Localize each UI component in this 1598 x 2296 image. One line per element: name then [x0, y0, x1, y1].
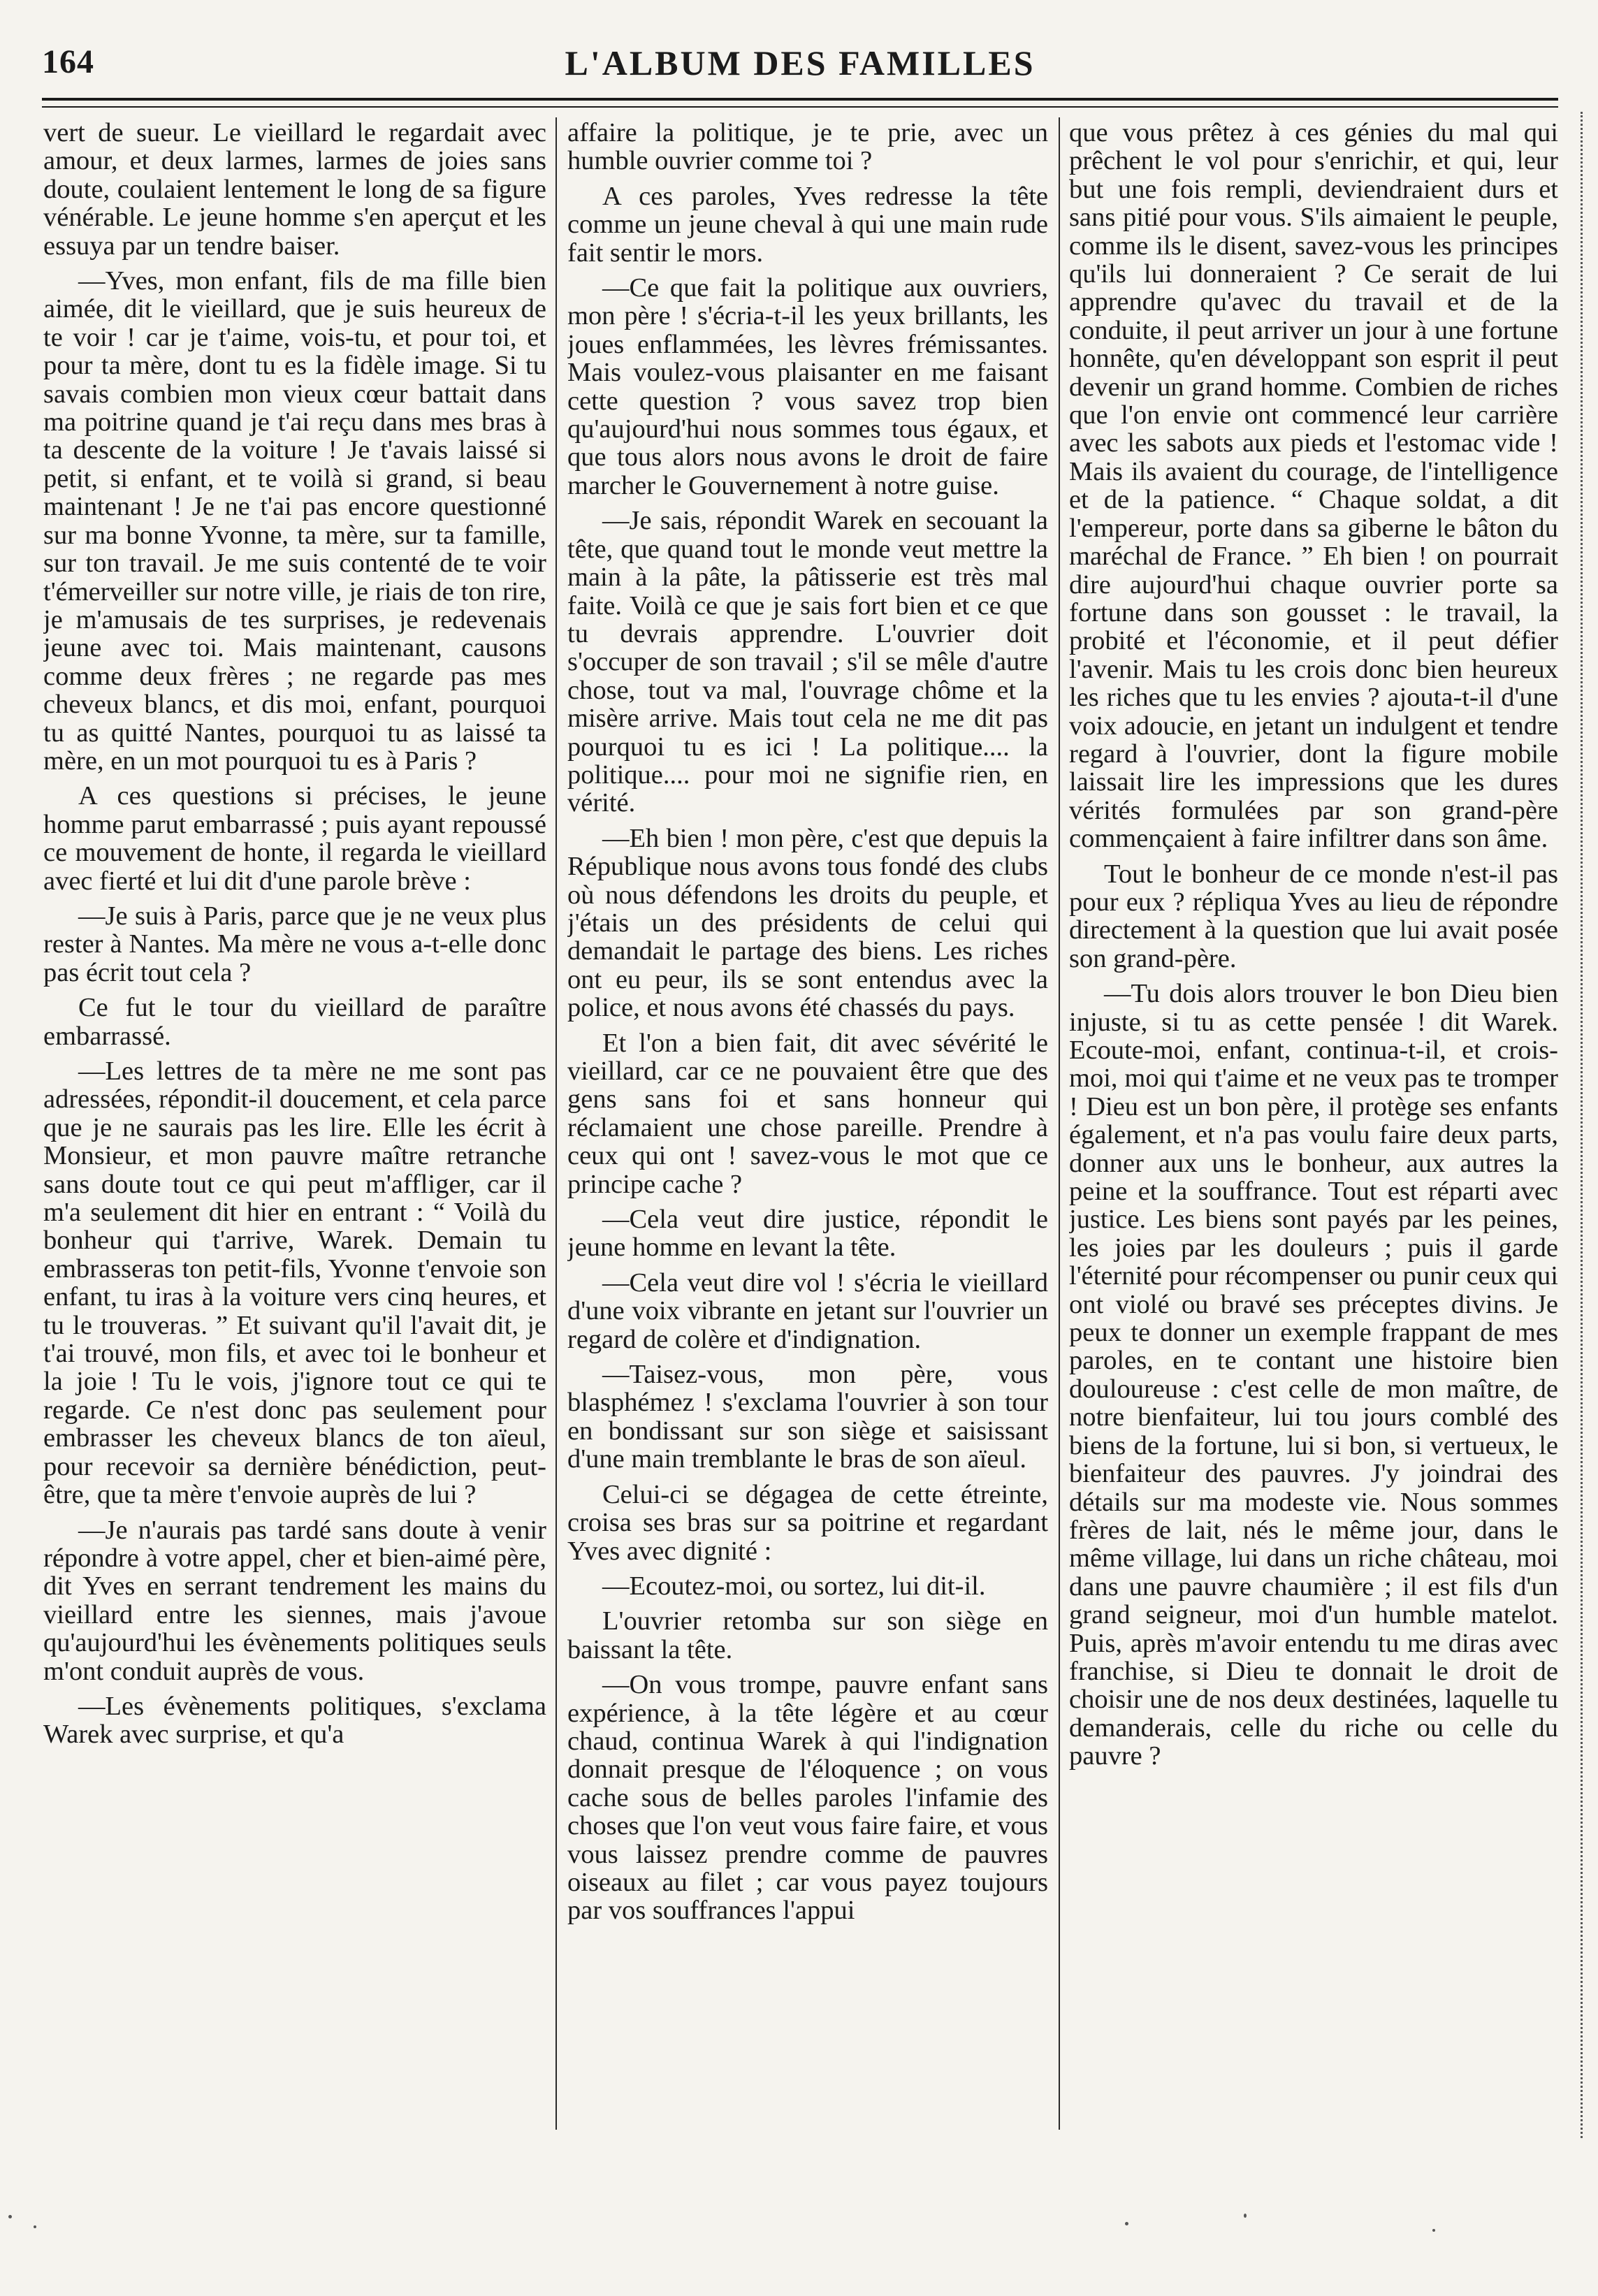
- page-number: 164: [42, 43, 94, 80]
- text-column-3: [1069, 119, 1558, 2215]
- paragraph: Ce fut le tour du vieillard de paraître embarrassé.: [43, 993, 546, 1051]
- column-divider: [555, 117, 557, 2130]
- scan-speck: [1125, 2222, 1128, 2225]
- paragraph: —Tu dois alors trouver le bon Dieu bien injuste, si tu as cette pensée ! dit Warek. Ecoute-moi, enfant, continua-t-il, et crois-moi, moi qui t'aime et ne veux pas te tromper ! Dieu est un bon père, il protège ses enfants également, et n'a pas voulu faire deux parts, donner aux uns le bonheur, aux autres la peine et la souffrance. Tout est réparti avec justice. Les biens sont payés par les peines, les joies par les douleurs ; puis il garde l'éternité pour récompenser ou punir ceux qui ont violé ou bravé ses préceptes divins. Je peux te donner un exemple frappant de mes paroles, en te contant une histoire bien douloureuse : c'est celle de mon maître, de notre bienfaiteur, lui tou jours comblé des biens de la fortune, lui si bon, si vertueux, le bienfaiteur des pauvres. J'y joindrai des détails sur ma modeste vie. Nous sommes frères de lait, nés le même jour, dans le même village, lui dans un riche château, moi dans une pauvre chaumière ; il est fils d'un grand seigneur, moi d'un humble matelot. Puis, après m'avoir entendu tu me diras avec franchise, si Dieu te donnait le droit de choisir une de nos deux destinées, laquelle tu demanderais, celle du riche ou celle du pauvre ?: [1069, 979, 1558, 1771]
- paragraph: —Yves, mon enfant, fils de ma fille bien aimée, dit le vieillard, que je suis heureux de te voir ! car je t'aime, vois-tu, et pour toi, et pour ta mère, dont tu es la fidèle image. Si tu savais combien mon vieux cœur battait dans ma poitrine quand je t'ai reçu dans mes bras à ta descente de la voiture ! Je t'avais laissé si petit, si enfant, et te voilà si grand, si beau maintenant ! Je ne t'ai pas encore questionné sur ma bonne Yvonne, ta mère, sur ta famille, sur ton travail. Je me suis contenté de te voir t'émerveiller sur notre ville, je riais de ton rire, je m'amusais de tes surprises, je redevenais jeune avec toi. Mais maintenant, causons comme deux frères ; ne regarde pas mes cheveux blancs, et dis moi, enfant, pourquoi tu as quitté Nantes, pourquoi tu as laissé ta mère, en un mot pourquoi tu es à Paris ?: [43, 266, 546, 776]
- paragraph: A ces paroles, Yves redresse la tête comme un jeune cheval à qui une main rude fait sentir le mors.: [567, 181, 1048, 268]
- paragraph: —Je sais, répondit Warek en secouant la tête, que quand tout le monde veut mettre la main à la pâte, la pâtisserie est très mal faite. Voilà ce que je sais fort bien et ce que tu devrais apprendre. L'ouvrier doit s'occuper de son travail ; s'il se mêle d'autre chose, tout va mal, l'ouvrage chôme et la misère arrive. Mais tout cela ne me dit pas pourquoi tu es ici ! La politique.... la politique.... pour moi ne signifie rien, en vérité.: [567, 506, 1048, 818]
- paragraph: —Taisez-vous, mon père, vous blasphémez ! s'exclama l'ouvrier à son tour en bondissant sur son siège et saisissant d'une main tremblante le bras de son aïeul.: [567, 1360, 1048, 1474]
- page-header: [42, 38, 1558, 93]
- paragraph: —Eh bien ! mon père, c'est que depuis la République nous avons tous fondé des clubs où nous défendons les droits du peuple, et j'étais un des présidents de celui qui demandait le partage des biens. Les riches ont eu peur, ils se sont entendus avec la police, et nous avons été chassés du pays.: [567, 823, 1048, 1023]
- scan-speck: [8, 2215, 12, 2218]
- paragraph: —Ecoutez-moi, ou sortez, lui dit-il.: [602, 1571, 986, 1601]
- paragraph: Tout le bonheur de ce monde n'est-il pas pour eux ? répliqua Yves au lieu de répondre directement à la question que lui avait posée son grand-père.: [1069, 859, 1558, 973]
- paragraph: affaire la politique, je te prie, avec un humble ouvrier comme toi ?: [567, 119, 1048, 176]
- column-divider: [1059, 117, 1060, 2130]
- paragraph: —Ce que fait la politique aux ouvriers, mon père ! s'écria-t-il les yeux brillants, les joues enflammées, les lèvres frémissantes. Mais voulez-vous plaisanter en me faisant cette question ? vous savez trop bien qu'aujourd'hui nous sommes tous égaux, et que tous alors nous avons le droit de faire marcher le Gouvernement à notre guise.: [567, 273, 1048, 500]
- page-edge-dots: [1581, 112, 1583, 2138]
- scan-speck: [1432, 2229, 1435, 2232]
- running-title: L'ALBUM DES FAMILLES: [565, 43, 1036, 82]
- paragraph: L'ouvrier retomba sur son siège en baissant la tête.: [567, 1606, 1048, 1664]
- paragraph: —On vous trompe, pauvre enfant sans expérience, à la tête légère et au cœur chaud, continua Warek à qui l'indignation donnait presque de l'éloquence ; on vous cache sous de belles paroles l'infamie des choses que l'on veut vous faire faire, et vous vous laissez prendre comme de pauvres oiseaux au filet ; car vous payez toujours par vos souffrances l'appui: [567, 1670, 1048, 1926]
- text-column-2: [567, 119, 1048, 2215]
- paragraph: —Cela veut dire vol ! s'écria le vieillard d'une voix vibrante en jetant sur l'ouvrier un regard de colère et d'indignation.: [567, 1267, 1048, 1354]
- paragraph: —Je suis à Paris, parce que je ne veux plus rester à Nantes. Ma mère ne vous a-t-elle donc pas écrit tout cela ?: [43, 901, 546, 987]
- header-rule: [42, 98, 1558, 101]
- paragraph: —Je n'aurais pas tardé sans doute à venir répondre à votre appel, cher et bien-aimé père, dit Yves en serrant tendrement les mains du vieillard entre les siennes, mais j'avoue qu'aujourd'hui les évènements politiques seuls m'ont conduit auprès de vous.: [43, 1515, 546, 1686]
- text-column-1: [43, 119, 546, 2215]
- paragraph: vert de sueur. Le vieillard le regardait avec amour, et deux larmes, larmes de joies sans doute, coulaient lentement le long de sa figure vénérable. Le jeune homme s'en aperçut et les essuya par un tendre baiser.: [43, 119, 546, 261]
- paragraph: Et l'on a bien fait, dit avec sévérité le vieillard, car ce ne pouvaient être que des gens sans foi et sans honneur qui réclamaient une chose pareille. Prendre à ceux qui ont ! savez-vous le mot que ce principe cache ?: [567, 1028, 1048, 1199]
- paragraph: —Cela veut dire justice, répondit le jeune homme en levant la tête.: [567, 1205, 1048, 1263]
- header-rule-thin: [42, 106, 1558, 108]
- paragraph: —Les lettres de ta mère ne me sont pas adressées, répondit-il doucement, et cela parce que je ne saurais pas les lire. Elle les écrit à Monsieur, et mon pauvre maître retranche sans doute tout ce qui peut m'affliger, car il m'a seulement dit hier en entrant : “ Voilà du bonheur qui t'arrive, Warek. Demain tu embrasseras ton petit-fils, Yvonne t'envoie son enfant, tu iras à la voiture vers cinq heures, et tu le trouveras. ” Et suivant qu'il l'avait dit, je t'ai trouvé, mon fils, et avec toi le bonheur et la joie ! Tu le vois, j'ignore tout ce qui te regarde. Ce n'est donc pas seulement pour embrasser les cheveux blancs de ton aïeul, pour recevoir sa dernière bénédiction, peut-être, que ta mère t'envoie auprès de lui ?: [43, 1056, 546, 1510]
- scan-speck: [1244, 2214, 1247, 2218]
- paragraph: Celui-ci se dégagea de cette étreinte, croisa ses bras sur sa poitrine et regardant Yves avec dignité :: [567, 1479, 1048, 1566]
- paragraph: que vous prêtez à ces génies du mal qui prêchent le vol pour s'enrichir, et qui, leur but une fois rempli, deviendraient durs et sans pitié pour vous. S'ils aimaient le peuple, comme ils le disent, savez-vous les principes qu'ils lui donneraient ? Ce serait de lui apprendre qu'avec du travail et de la conduite, il peut arriver un jour à une fortune honnête, qu'en développant son esprit il peut devenir un grand homme. Combien de riches que l'on envie ont commencé leur carrière avec les sabots aux pieds et l'estomac vide ! Mais ils avaient du courage, de l'intelligence et de la patience. “ Chaque soldat, a dit l'empereur, porte dans sa giberne le bâton du maréchal de France. ” Eh bien ! on pourrait dire aujourd'hui chaque ouvrier porte sa fortune dans son gousset : le travail, la probité et l'économie, et il peut défier l'avenir. Mais tu les crois donc bien heureux les riches que tu les envies ? ajouta-t-il d'une voix adoucie, en jetant un indulgent et tendre regard à l'ouvrier, dont la figure mobile laissait lire les impressions que les dures vérités formulées par son grand-père commençaient à faire infiltrer dans son âme.: [1069, 119, 1558, 854]
- scan-specks: [0, 2131, 1598, 2271]
- paragraph: —Les évènements politiques, s'exclama Warek avec surprise, et qu'a: [43, 1691, 546, 1750]
- paragraph: A ces questions si précises, le jeune homme parut embarrassé ; puis ayant repoussé ce mouvement de honte, il regarda le vieillard avec fierté et lui dit d'une parole brève :: [43, 781, 546, 896]
- scan-speck: [34, 2225, 36, 2228]
